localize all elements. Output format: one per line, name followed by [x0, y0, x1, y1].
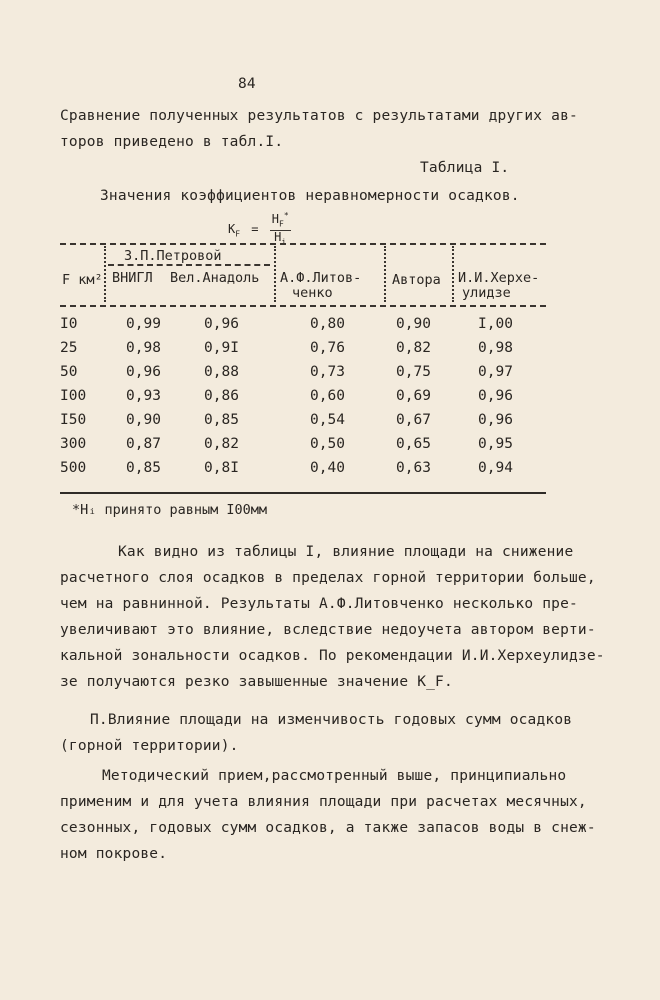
header-anadol: Вел.Анадоль [170, 270, 260, 286]
cell-area: 50 [60, 364, 78, 380]
paragraph1-line-3: чем на равнинной. Результаты А.Ф.Литовченко несколько пре- [60, 596, 578, 612]
cell-area: 500 [60, 460, 87, 476]
table-title: Значения коэффициентов неравномерности осадков. [100, 188, 520, 204]
cell-area: 25 [60, 340, 78, 356]
header-litovchenko-1: А.Ф.Литов- [280, 270, 362, 286]
cell-vnigl: 0,90 [126, 412, 161, 428]
cell-anadol: 0,85 [204, 412, 239, 428]
cell-kherkheulidze: 0,96 [478, 412, 513, 428]
table-top-rule [60, 243, 546, 245]
cell-anadol: 0,96 [204, 316, 239, 332]
paragraph1-line-4: увеличивают это влияние, вследствие недоучета автором верти- [60, 622, 596, 638]
paragraph2-line-1: Методический прием,рассмотренный выше, принципиально [102, 768, 567, 784]
page-number: 84 [238, 76, 256, 92]
cell-litovchenko: 0,80 [310, 316, 345, 332]
cell-author: 0,75 [396, 364, 431, 380]
cell-kherkheulidze: I,00 [478, 316, 513, 332]
paragraph2-line-3: сезонных, годовых сумм осадков, а также запасов воды в снеж- [60, 820, 596, 836]
cell-area: I00 [60, 388, 87, 404]
header-kherkheulidze-1: И.И.Херхе- [458, 270, 540, 286]
header-litovchenko-2: ченко [292, 285, 333, 301]
intro-line-1: Сравнение полученных результатов с результатами других ав- [60, 108, 578, 124]
group-header-rule [108, 264, 270, 266]
formula-numerator: $H_F^*$ [270, 210, 291, 231]
formula-equals: = [251, 221, 259, 236]
paragraph2-line-2: применим и для учета влияния площади при расчетах месячных, [60, 794, 587, 810]
cell-litovchenko: 0,76 [310, 340, 345, 356]
cell-area: I0 [60, 316, 78, 332]
cell-vnigl: 0,85 [126, 460, 161, 476]
cell-litovchenko: 0,50 [310, 436, 345, 452]
cell-litovchenko: 0,73 [310, 364, 345, 380]
header-group-petrova: З.П.Петровой [124, 248, 222, 264]
table-bottom-rule [60, 492, 546, 494]
section-heading-line-1: П.Влияние площади на изменчивость годовых сумм осадков [90, 712, 573, 728]
cell-author: 0,67 [396, 412, 431, 428]
table-header-rule [60, 305, 546, 307]
cell-author: 0,65 [396, 436, 431, 452]
header-divider-2 [274, 246, 276, 302]
cell-author: 0,90 [396, 316, 431, 332]
cell-vnigl: 0,98 [126, 340, 161, 356]
cell-litovchenko: 0,54 [310, 412, 345, 428]
intro-line-2: торов приведено в табл.I. [60, 134, 284, 150]
cell-litovchenko: 0,40 [310, 460, 345, 476]
cell-kherkheulidze: 0,96 [478, 388, 513, 404]
paragraph1-line-2: расчетного слоя осадков в пределах горной территории больше, [60, 570, 596, 586]
table-label: Таблица I. [420, 160, 510, 176]
cell-kherkheulidze: 0,98 [478, 340, 513, 356]
cell-kherkheulidze: 0,94 [478, 460, 513, 476]
paragraph1-line-1: Как видно из таблицы I, влияние площади на снижение [118, 544, 574, 560]
cell-anadol: 0,82 [204, 436, 239, 452]
header-divider-3 [384, 246, 386, 302]
cell-anadol: 0,8I [204, 460, 239, 476]
formula-lhs-sub: F [235, 229, 241, 239]
header-area: F км² [62, 272, 103, 288]
cell-author: 0,63 [396, 460, 431, 476]
formula-lhs: K [228, 221, 236, 236]
cell-anadol: 0,86 [204, 388, 239, 404]
paragraph1-line-5: кальной зональности осадков. По рекомендации И.И.Херхеулидзе- [60, 648, 605, 664]
header-author: Автора [392, 272, 441, 288]
header-divider-1 [104, 246, 106, 302]
cell-vnigl: 0,96 [126, 364, 161, 380]
header-kherkheulidze-2: улидзе [462, 285, 511, 301]
cell-anadol: 0,9I [204, 340, 239, 356]
header-vnigl: ВНИГЛ [112, 270, 153, 286]
paragraph2-line-4: ном покрове. [60, 846, 168, 862]
cell-kherkheulidze: 0,97 [478, 364, 513, 380]
cell-anadol: 0,88 [204, 364, 239, 380]
cell-kherkheulidze: 0,95 [478, 436, 513, 452]
cell-vnigl: 0,87 [126, 436, 161, 452]
paragraph1-line-6: зе получаются резко завышенные значение K_F. [60, 674, 453, 690]
cell-vnigl: 0,93 [126, 388, 161, 404]
cell-litovchenko: 0,60 [310, 388, 345, 404]
cell-vnigl: 0,99 [126, 316, 161, 332]
cell-author: 0,69 [396, 388, 431, 404]
formula-denominator: $H_i$ [274, 230, 287, 247]
cell-area: I50 [60, 412, 87, 428]
cell-area: 300 [60, 436, 87, 452]
cell-author: 0,82 [396, 340, 431, 356]
header-divider-4 [452, 246, 454, 302]
footnote: *Hᵢ принято равным I00мм [72, 502, 268, 518]
section-heading-line-2: (горной территории). [60, 738, 239, 754]
